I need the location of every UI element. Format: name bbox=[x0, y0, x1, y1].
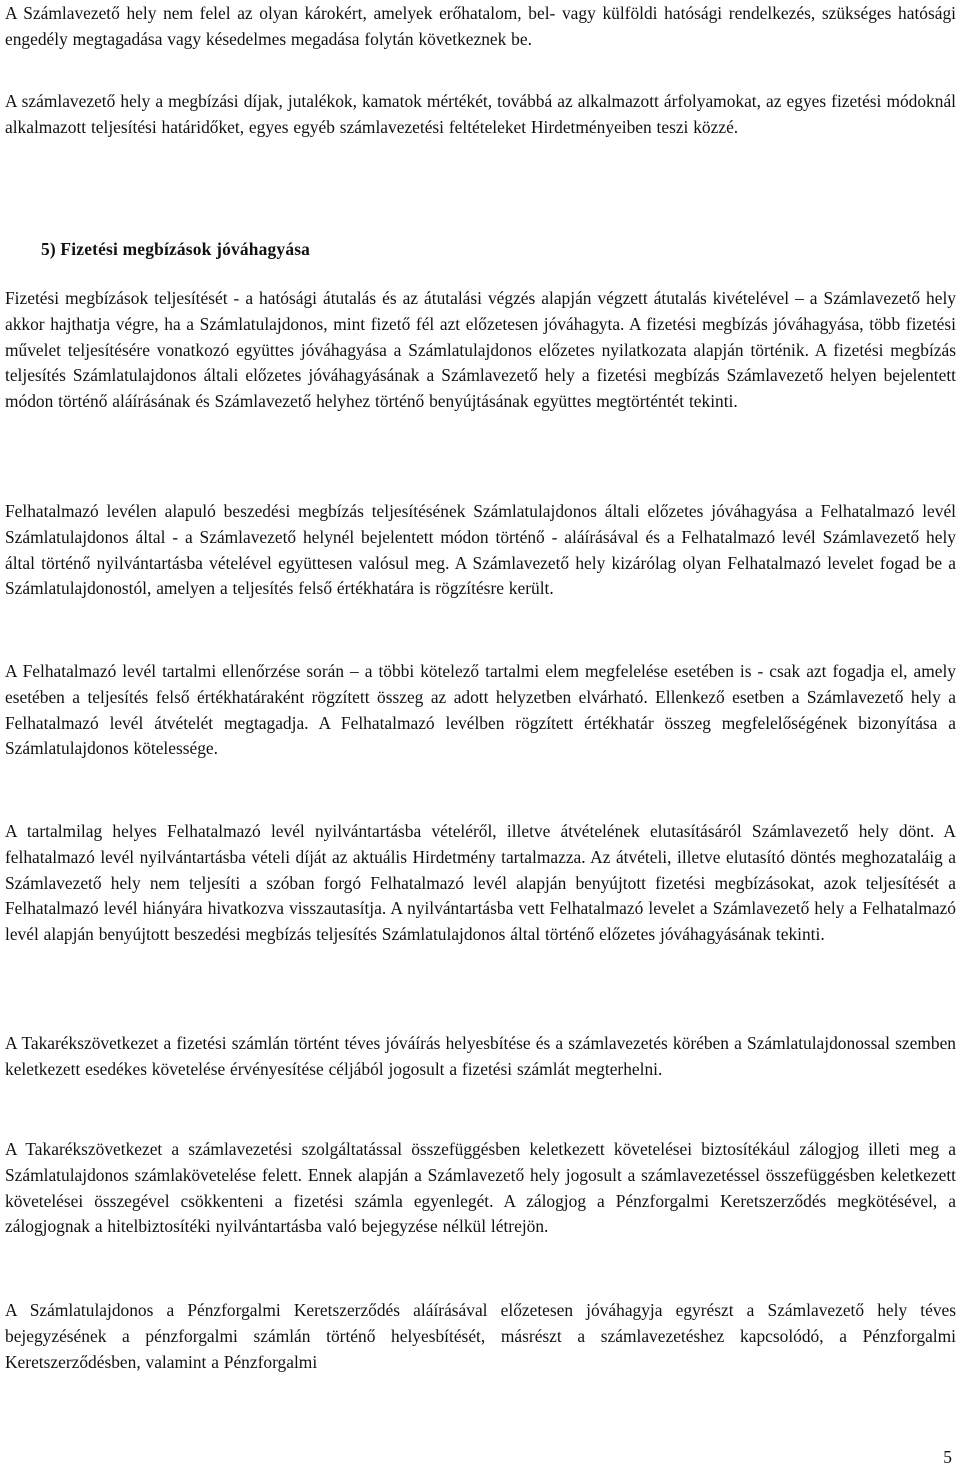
paragraph-authorization-letter: Felhatalmazó levélen alapuló beszedési megbízás teljesítésének Számlatulajdonos általi előzetes jóváhagyása a Felhatalmazó levél Számlatulajdonos által - a Számlavezető helynél bejelentett módon történő - aláírásával és a Felhatalmazó levél Számlavezető hely által történő nyilvántartásba vételével együttesen valósul meg. A Számlavezető hely kizárólag olyan Felhatalmazó levelet fogad be a Számlatulajdonostól, amelyen a teljesítés felső értékhatára is rögzítésre került. bbox=[5, 501, 956, 599]
paragraph-fees-announcement: A számlavezető hely a megbízási díjak, jutalékok, kamatok mértékét, továbbá az alkalmazott árfolyamokat, az egyes fizetési módoknál alkalmazott teljesítési határidőket, egyes egyéb számlavezetési feltételeket Hirdetményeiben teszi közzé. bbox=[5, 91, 956, 137]
paragraph-approval-rules: Fizetési megbízások teljesítését - a hatósági átutalás és az átutalási végzés alapján végzett átutalás kivételével – a Számlavezető hely akkor hajthatja végre, ha a Számlatulajdonos, mint fizető fél azt előzetesen jóváhagyta. A fizetési megbízás jóváhagyása, több fizetési művelet teljesítésére vonatkozó együttes jóváhagyása a Számlatulajdonos előzetes nyilatkozata alapján történik. A fizetési megbízás teljesítés Számlatulajdonos általi előzetes jóváhagyásának a Számlavezető hely a fizetési megbízás Számlavezető helyen bejelentett módon történő aláírásának és Számlavezető helyhez történő benyújtásának együttes megtörténtét tekinti. bbox=[5, 288, 956, 412]
section-heading: 5) Fizetési megbízások jóváhagyása bbox=[41, 239, 311, 259]
paragraph-registration-decision: A tartalmilag helyes Felhatalmazó levél nyilvántartásba vételéről, illetve átvételének elutasításáról Számlavezető hely dönt. A felhatalmazó levél nyilvántartásba vételi díját az aktuális Hirdetmény tartalmazza. Az átvételi, illetve elutasító döntés meghozataláig a Számlavezető hely nem teljesíti a szóban forgó Felhatalmazó levél alapján benyújtott fizetési megbízásokat, azok teljesítését a Felhatalmazó levél hiányára hivatkozva visszautasítja. A nyilvántartásba vett Felhatalmazó levelet a Számlavezető hely a Felhatalmazó levél alapján benyújtott beszedési megbízás teljesítés Számlatulajdonos által történő előzetes jóváhagyásának tekinti. bbox=[5, 821, 956, 945]
paragraph-prior-consent: A Számlatulajdonos a Pénzforgalmi Keretszerződés aláírásával előzetesen jóváhagyja egyrészt a Számlavezető hely téves bejegyzésének a pénzforgalmi számlán történő helyesbítését, másrészt a számlavezetéshez kapcsolódó, a Pénzforgalmi Keretszerződésben, valamint a Pénzforgalmi bbox=[5, 1300, 956, 1372]
paragraph-content-check: A Felhatalmazó levél tartalmi ellenőrzése során – a többi kötelező tartalmi elem megfelelése esetében is - csak azt fogadja el, amely esetében a teljesítés felső értékhatáraként rögzített összeg az adott helyzetben elvárható. Ellenkező esetben a Számlavezető hely a Felhatalmazó levél átvételét megtagadja. A Felhatalmazó levélben rögzített értékhatár összeg megfelelőségének bizonyítása a Számlatulajdonos kötelessége. bbox=[5, 661, 956, 759]
page-number: 5 bbox=[943, 1447, 952, 1467]
paragraph-liability: A Számlavezető hely nem felel az olyan károkért, amelyek erőhatalom, bel- vagy külföldi hatósági rendelkezés, szükséges hatósági engedély megtagadása vagy késedelmes megadása folytán következnek be. bbox=[5, 3, 956, 49]
paragraph-lien: A Takarékszövetkezet a számlavezetési szolgáltatással összefüggésben keletkezett követelései biztosítékául zálogjog illeti meg a Számlatulajdonos számlakövetelése felett. Ennek alapján a Számlavezető hely jogosult a számlavezetéssel összefüggésben keletkezett követelései összegével csökkenteni a fizetési számla egyenlegét. A zálogjog a Pénzforgalmi Keretszerződés megkötésével, a zálogjognak a hitelbiztosítéki nyilvántartásba való bejegyzése nélkül létrejön. bbox=[5, 1139, 956, 1237]
paragraph-correction-debit: A Takarékszövetkezet a fizetési számlán történt téves jóváírás helyesbítése és a számlavezetés körében a Számlatulajdonossal szemben keletkezett esedékes követelése érvényesítése céljából jogosult a fizetési számlát megterhelni. bbox=[5, 1033, 956, 1079]
